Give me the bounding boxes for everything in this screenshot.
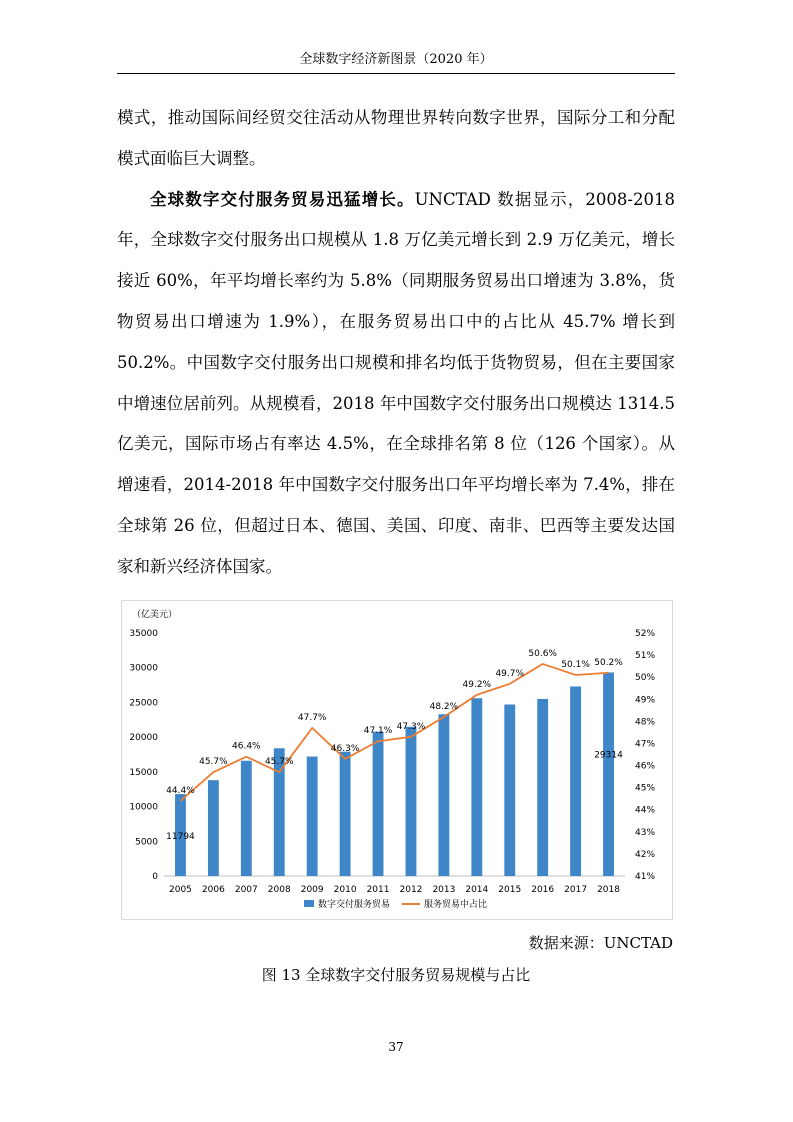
bar-2018 (603, 672, 614, 876)
y-left-tick-label: 25000 (129, 698, 158, 709)
legend-line-label: 服务贸易中占比 (424, 900, 488, 910)
y-right-tick-label: 51% (635, 651, 656, 662)
line-data-label: 50.2% (594, 657, 623, 668)
body-text (117, 98, 675, 588)
line-data-label: 50.1% (561, 659, 590, 670)
y-left-tick-label: 0 (152, 872, 158, 882)
x-tick-label: 2014 (465, 885, 489, 895)
line-data-label: 48.2% (429, 701, 459, 712)
bar-2011 (373, 732, 384, 876)
x-tick-label: 2016 (531, 885, 555, 895)
bar-data-label: 29314 (594, 750, 623, 761)
line-data-label: 47.3% (396, 721, 426, 732)
chart (121, 600, 673, 920)
page-number: 37 (388, 1040, 404, 1054)
bar-2016 (537, 699, 548, 876)
x-tick-label: 2012 (399, 885, 423, 895)
bar-2007 (241, 761, 252, 876)
x-tick-label: 2009 (300, 885, 324, 895)
paragraph-2-lead: 全球数字交付服务贸易迅猛增长。 (150, 189, 415, 209)
bar-2010 (340, 752, 351, 876)
y-right-tick-label: 50% (635, 673, 656, 684)
y-right-tick-label: 47% (635, 739, 656, 750)
y-right-tick-label: 52% (635, 629, 656, 639)
x-tick-label: 2010 (333, 885, 357, 895)
line-data-label: 44.4% (166, 785, 195, 796)
y-right-tick-label: 43% (635, 827, 656, 838)
paragraph-1: 模式，推动国际间经贸交往活动从物理世界转向数字世界，国际分工和分配模式面临巨大调整。 (117, 108, 675, 168)
y-left-tick-label: 15000 (129, 767, 158, 778)
bar-2012 (406, 727, 417, 876)
running-header: 全球数字经济新图景（2020 年） (299, 52, 493, 67)
x-tick-label: 2015 (498, 885, 522, 895)
header-rule (117, 73, 675, 74)
bar-2013 (438, 714, 449, 876)
y-right-tick-label: 49% (635, 695, 656, 706)
line-data-label: 46.4% (232, 741, 261, 752)
paragraph-2-body: UNCTAD 数据显示，2008-2018 年，全球数字交付服务出口规模从 1.8 万亿美元增长到 2.9 万亿美元，增长接近 60%，年平均增长率约为 5.8%（同期服务贸易出口增速为 3.8%，货物贸易出口增速为 1.9%），在服务贸易出口中的占比从 45.7% 增长到 50.2%。中国数字交付服务出口规模和排名均低于货物贸易，但在主要国家中增速位居前列。从规模看，2018 年中国数字交付服务出口规模达 1314.5 亿美元，国际市场占有率达 4.5%，在全球排名第 8 位（126 个国家）。从增速看，2014-2018 年中国数字交付服务出口年平均增长率为 7.4%，排在全球第 26 位，但超过日本、德国、美国、印度、南非、巴西等主要发达国家和新兴经济体国家。 (117, 189, 675, 576)
y-right-tick-label: 44% (635, 805, 656, 816)
x-tick-label: 2018 (597, 885, 620, 895)
line-data-label: 46.3% (330, 743, 360, 754)
line-data-label: 45.7% (199, 757, 228, 768)
legend-bar-label: 数字交付服务贸易 (318, 900, 391, 910)
x-tick-label: 2007 (234, 885, 258, 895)
y-left-tick-label: 10000 (129, 802, 158, 813)
y-left-tick-label: 30000 (129, 663, 158, 674)
x-tick-label: 2013 (432, 885, 456, 895)
chart-unit-label: （亿美元） (132, 610, 178, 620)
line-data-label: 49.2% (462, 679, 492, 690)
chart-svg (122, 601, 672, 919)
y-right-tick-label: 45% (635, 783, 656, 794)
bar-data-label: 11794 (166, 832, 195, 843)
figure-caption: 图 13 全球数字交付服务贸易规模与占比 (261, 966, 531, 984)
bar-2009 (307, 757, 318, 876)
bar-2006 (208, 780, 219, 876)
x-tick-label: 2005 (169, 885, 192, 895)
legend-bar-swatch (304, 900, 314, 907)
x-tick-label: 2006 (201, 885, 225, 895)
y-right-tick-label: 41% (635, 872, 656, 882)
bar-2014 (471, 698, 482, 876)
paragraph-2 (117, 180, 675, 588)
source-note: 数据来源：UNCTAD (528, 934, 673, 952)
y-left-tick-label: 35000 (129, 629, 158, 639)
bar-2017 (570, 686, 581, 876)
bar-2015 (504, 705, 515, 876)
y-right-tick-label: 46% (635, 761, 656, 772)
y-right-tick-label: 48% (635, 717, 656, 728)
line-data-label: 47.7% (297, 712, 327, 723)
line-data-label: 47.1% (363, 726, 393, 737)
y-left-tick-label: 5000 (135, 837, 158, 848)
x-tick-label: 2017 (564, 885, 588, 895)
line-data-label: 49.7% (495, 668, 525, 679)
y-right-tick-label: 42% (635, 849, 656, 860)
x-tick-label: 2008 (267, 885, 291, 895)
line-data-label: 45.7% (264, 757, 294, 768)
y-left-tick-label: 20000 (129, 733, 158, 744)
x-tick-label: 2011 (366, 885, 390, 895)
line-data-label: 50.6% (528, 648, 557, 659)
